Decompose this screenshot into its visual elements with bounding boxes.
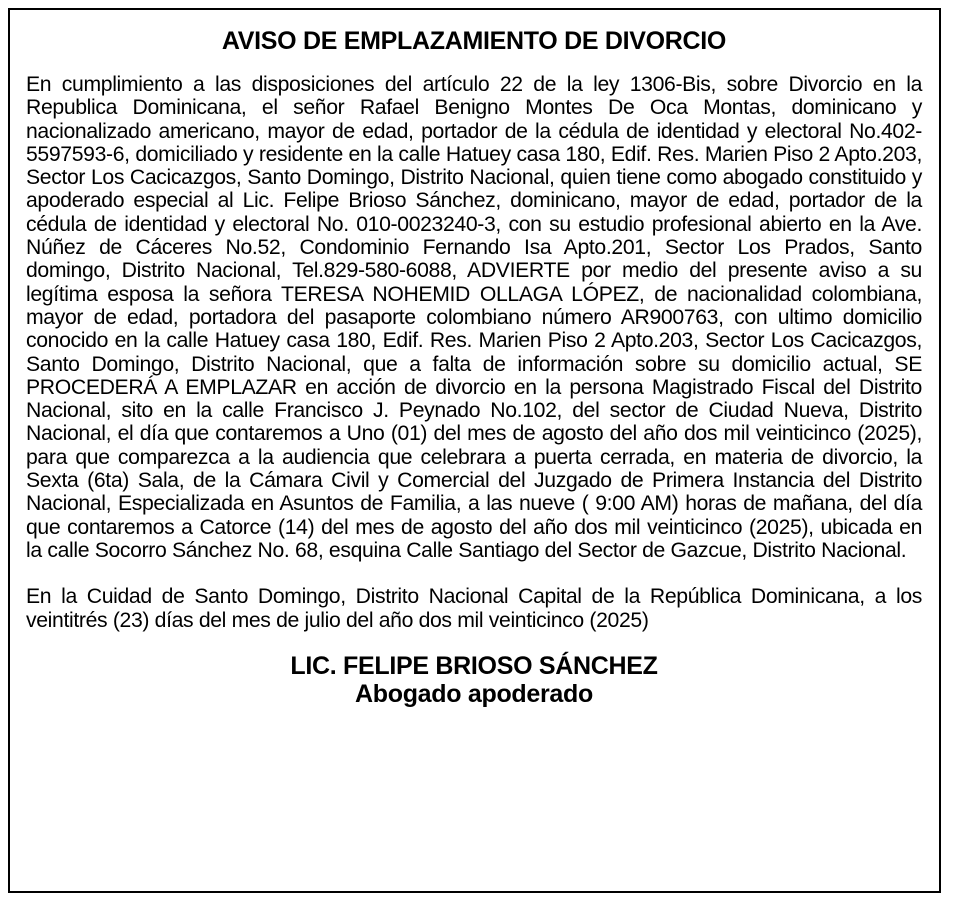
- signature-block: [26, 652, 922, 708]
- notice-title: AVISO DE EMPLAZAMIENTO DE DIVORCIO: [221, 27, 727, 55]
- notice-closing-paragraph: En la Cuidad de Santo Domingo, Distrito Nacional Capital de la República Dominicana, a los veintitrés (23) días del mes de julio del año dos mil veinticinco (2025): [26, 585, 922, 632]
- signature-role: Abogado apoderado: [355, 679, 593, 708]
- signature-name: LIC. FELIPE BRIOSO SÁNCHEZ: [290, 651, 658, 680]
- notice-content: [26, 26, 922, 708]
- notice-body-paragraph: En cumplimiento a las disposiciones del artículo 22 de la ley 1306-Bis, sobre Divorcio en la Republica Dominicana, el señor Rafael Benigno Montes De Oca Montas, dominicano y nacionalizado americano, mayor de edad, portador de la cédula de identidad y electoral No.402-5597593-6, domiciliado y residente en la calle Hatuey casa 180, Edif. Res. Marien Piso 2 Apto.203, Sector Los Cacicazgos, Santo Domingo, Distrito Nacional, quien tiene como abogado constituido y apoderado especial al Lic. Felipe Brioso Sánchez, dominicano, mayor de edad, portador de la cédula de identidad y electoral No. 010-0023240-3, con su estudio profesional abierto en la Ave. Núñez de Cáceres No.52, Condominio Fernando Isa Apto.201, Sector Los Prados, Santo domingo, Distrito Nacional, Tel.829-580-6088, ADVIERTE por medio del presente aviso a su legítima esposa la señora TERESA NOHEMID OLLAGA LÓPEZ, de nacionalidad colombiana, mayor de edad, portadora del pasaporte colombiano número AR900763, con ultimo domicilio conocido en la calle Hatuey casa 180, Edif. Res. Marien Piso 2 Apto.203, Sector Los Cacicazgos, Santo Domingo, Distrito Nacional, que a falta de información sobre su domicilio actual, SE PROCEDERÁ A EMPLAZAR en acción de divorcio en la persona Magistrado Fiscal del Distrito Nacional, sito en la calle Francisco J. Peynado No.102, del sector de Ciudad Nueva, Distrito Nacional, el día que contaremos a Uno (01) del mes de agosto del año dos mil veinticinco (2025), para que comparezca a la audiencia que celebrara a puerta cerrada, en materia de divorcio, la Sexta (6ta) Sala, de la Cámara Civil y Comercial del Juzgado de Primera Instancia del Distrito Nacional, Especializada en Asuntos de Familia, a las nueve ( 9:00 AM) horas de mañana, del día que contaremos a Catorce (14) del mes de agosto del año dos mil veinticinco (2025), ubicada en la calle Socorro Sánchez No. 68, esquina Calle Santiago del Sector de Gazcue, Distrito Nacional.: [26, 73, 922, 562]
